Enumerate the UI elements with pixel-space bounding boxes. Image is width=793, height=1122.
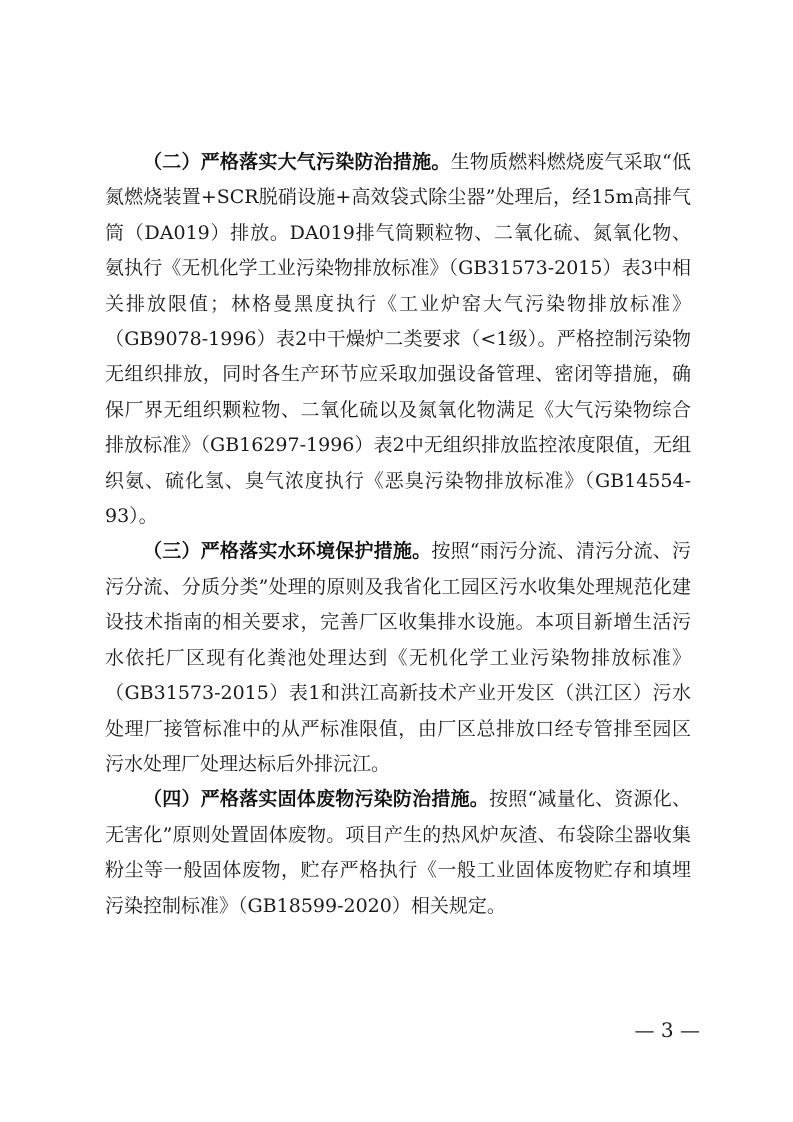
paragraph-air-pollution-text: 生物质燃料燃烧废气采取“低氮燃烧装置+SCR脱硝设施+高效袋式除尘器”处理后，经15m高排气筒（DA019）排放。DA019排气筒颗粒物、二氧化硫、氮氧化物、氨执行《无机化学工业污染物排放标准》（GB31573-2015）表3中相关排放限值；林格曼黑度执行《工业炉窑大气污染物排放标准》（GB9078-1996）表2中干燥炉二类要求（<1级）。严格控制污染物无组织排放，同时各生产环节应采取加强设备管理、密闭等措施，确保厂界无组织颗粒物、二氧化硫以及氮氧化物满足《大气污染物综合排放标准》（GB16297-1996）表2中无组织排放监控浓度限值，无组织氨、硫化氢、臭气浓度执行《恶臭污染物排放标准》（GB14554-93）。 <box>105 151 691 528</box>
page-number: — 3 — <box>634 1018 700 1042</box>
paragraph-air-pollution <box>105 145 691 534</box>
heading-water-protection: （三）严格落实水环境保护措施。 <box>143 540 432 563</box>
paragraph-water-protection-text: 按照“雨污分流、清污分流、污污分流、分质分类”处理的原则及我省化工园区污水收集处理规范化建设技术指南的相关要求，完善厂区收集排水设施。本项目新增生活污水依托厂区现有化粪池处理达到《无机化学工业污染物排放标准》（GB31573-2015）表1和洪江高新技术产业开发区（洪江区）污水处理厂接管标准中的从严标准限值，由厂区总排放口经专管排至园区污水处理厂处理达标后外排沅江。 <box>105 540 691 775</box>
heading-solid-waste: （四）严格落实固体废物污染防治措施。 <box>143 788 490 811</box>
paragraph-water-protection <box>105 534 691 782</box>
paragraph-solid-waste-text: 按照“减量化、资源化、无害化”原则处置固体废物。项目产生的热风炉灰渣、布袋除尘器收集粉尘等一般固体废物，贮存严格执行《一般工业固体废物贮存和填埋污染控制标准》（GB18599-2020）相关规定。 <box>105 788 691 917</box>
heading-air-pollution: （二）严格落实大气污染防治措施。 <box>143 151 451 173</box>
body-text <box>105 145 691 924</box>
paragraph-solid-waste <box>105 782 691 924</box>
